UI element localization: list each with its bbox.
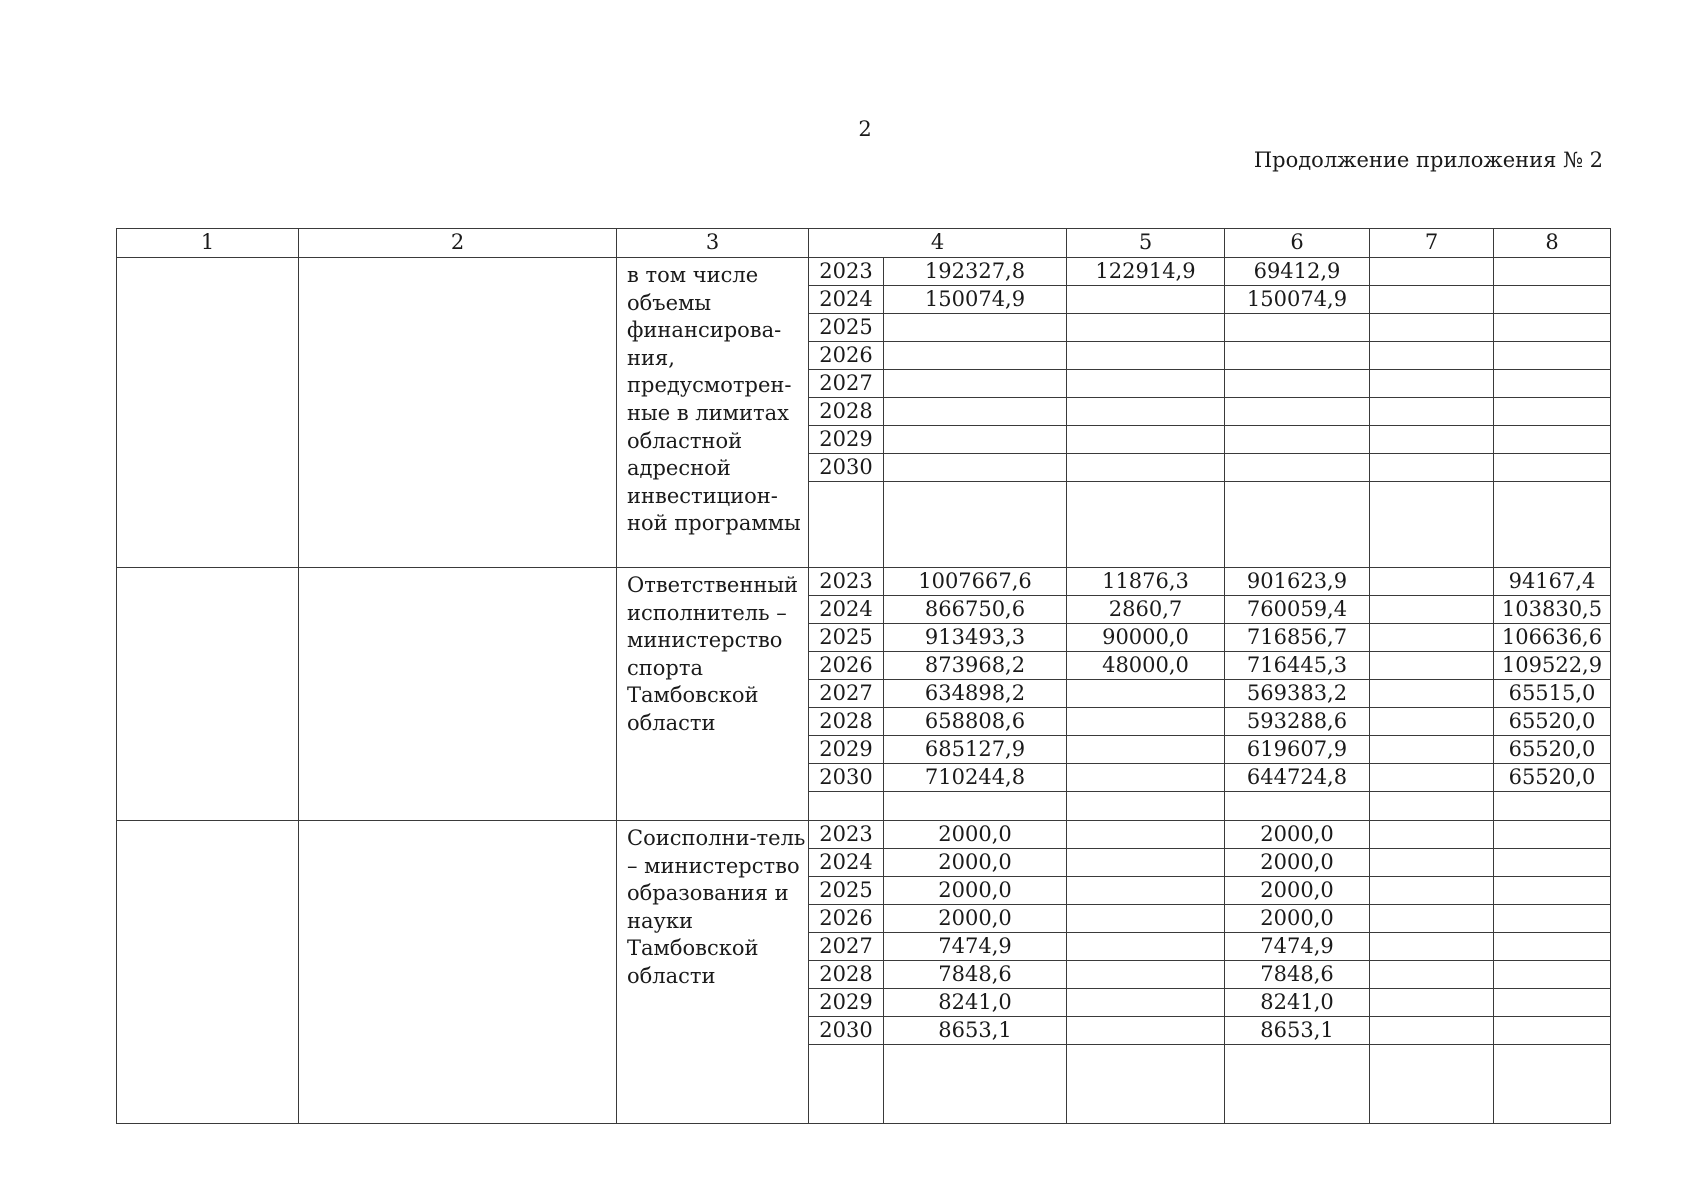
total-cell bbox=[884, 342, 1067, 370]
total-cell: 710244,8 bbox=[884, 764, 1067, 792]
regional-cell: 716856,7 bbox=[1225, 624, 1370, 652]
total-cell: 658808,6 bbox=[884, 708, 1067, 736]
federal-cell bbox=[1067, 454, 1225, 482]
year-cell: 2027 bbox=[809, 370, 884, 398]
spacer-cell bbox=[1225, 1045, 1370, 1124]
spacer-cell bbox=[1494, 482, 1611, 568]
federal-cell: 90000,0 bbox=[1067, 624, 1225, 652]
local-cell bbox=[1370, 849, 1494, 877]
extra-cell bbox=[1494, 286, 1611, 314]
extra-cell bbox=[1494, 1017, 1611, 1045]
spacer-cell bbox=[1225, 482, 1370, 568]
regional-cell: 69412,9 bbox=[1225, 258, 1370, 286]
total-cell: 7474,9 bbox=[884, 933, 1067, 961]
total-cell bbox=[884, 398, 1067, 426]
extra-cell bbox=[1494, 342, 1611, 370]
federal-cell bbox=[1067, 821, 1225, 849]
regional-cell: 2000,0 bbox=[1225, 821, 1370, 849]
spacer-cell bbox=[1370, 482, 1494, 568]
local-cell bbox=[1370, 258, 1494, 286]
local-cell bbox=[1370, 933, 1494, 961]
federal-cell bbox=[1067, 989, 1225, 1017]
extra-cell: 65520,0 bbox=[1494, 736, 1611, 764]
extra-cell: 103830,5 bbox=[1494, 596, 1611, 624]
total-cell: 634898,2 bbox=[884, 680, 1067, 708]
local-cell bbox=[1370, 961, 1494, 989]
federal-cell bbox=[1067, 398, 1225, 426]
spacer-cell bbox=[884, 792, 1067, 821]
cell-col2-blank bbox=[299, 258, 617, 568]
local-cell bbox=[1370, 989, 1494, 1017]
federal-cell: 2860,7 bbox=[1067, 596, 1225, 624]
federal-cell bbox=[1067, 849, 1225, 877]
header-cell-3: 3 bbox=[617, 229, 809, 258]
federal-cell bbox=[1067, 1017, 1225, 1045]
regional-cell: 7848,6 bbox=[1225, 961, 1370, 989]
year-cell: 2026 bbox=[809, 905, 884, 933]
spacer-cell bbox=[1225, 792, 1370, 821]
extra-cell bbox=[1494, 849, 1611, 877]
regional-cell bbox=[1225, 426, 1370, 454]
federal-cell bbox=[1067, 342, 1225, 370]
header-cell-1: 1 bbox=[117, 229, 299, 258]
regional-cell: 8653,1 bbox=[1225, 1017, 1370, 1045]
year-cell: 2029 bbox=[809, 989, 884, 1017]
extra-cell bbox=[1494, 454, 1611, 482]
extra-cell: 65520,0 bbox=[1494, 764, 1611, 792]
year-cell: 2027 bbox=[809, 680, 884, 708]
spacer-cell bbox=[1494, 1045, 1611, 1124]
extra-cell bbox=[1494, 314, 1611, 342]
local-cell bbox=[1370, 877, 1494, 905]
year-cell: 2025 bbox=[809, 877, 884, 905]
header-cell-8: 8 bbox=[1494, 229, 1611, 258]
local-cell bbox=[1370, 568, 1494, 596]
year-cell: 2029 bbox=[809, 426, 884, 454]
regional-cell bbox=[1225, 314, 1370, 342]
extra-cell: 106636,6 bbox=[1494, 624, 1611, 652]
regional-cell: 7474,9 bbox=[1225, 933, 1370, 961]
extra-cell bbox=[1494, 961, 1611, 989]
federal-cell: 122914,9 bbox=[1067, 258, 1225, 286]
total-cell: 192327,8 bbox=[884, 258, 1067, 286]
local-cell bbox=[1370, 342, 1494, 370]
local-cell bbox=[1370, 1017, 1494, 1045]
year-cell: 2030 bbox=[809, 1017, 884, 1045]
cell-col1-blank bbox=[117, 568, 299, 821]
cell-col1-blank bbox=[117, 821, 299, 1124]
group-description: Ответственный исполнитель – министерство спорта Тамбовской области bbox=[617, 568, 809, 821]
local-cell bbox=[1370, 454, 1494, 482]
extra-cell bbox=[1494, 426, 1611, 454]
total-cell bbox=[884, 426, 1067, 454]
local-cell bbox=[1370, 286, 1494, 314]
total-cell: 150074,9 bbox=[884, 286, 1067, 314]
spacer-cell bbox=[1067, 792, 1225, 821]
year-cell: 2029 bbox=[809, 736, 884, 764]
cell-col2-blank bbox=[299, 821, 617, 1124]
spacer-cell bbox=[809, 482, 884, 568]
header-row bbox=[117, 229, 1611, 258]
extra-cell bbox=[1494, 877, 1611, 905]
local-cell bbox=[1370, 821, 1494, 849]
total-cell bbox=[884, 454, 1067, 482]
continuation-label: Продолжение приложения № 2 bbox=[1253, 148, 1603, 172]
spacer-cell bbox=[809, 792, 884, 821]
table-row bbox=[117, 258, 1611, 286]
extra-cell bbox=[1494, 258, 1611, 286]
year-cell: 2028 bbox=[809, 398, 884, 426]
year-cell: 2030 bbox=[809, 454, 884, 482]
regional-cell bbox=[1225, 370, 1370, 398]
header-cell-2: 2 bbox=[299, 229, 617, 258]
regional-cell: 644724,8 bbox=[1225, 764, 1370, 792]
extra-cell bbox=[1494, 933, 1611, 961]
total-cell: 2000,0 bbox=[884, 821, 1067, 849]
spacer-cell bbox=[1494, 792, 1611, 821]
federal-cell bbox=[1067, 314, 1225, 342]
regional-cell: 150074,9 bbox=[1225, 286, 1370, 314]
federal-cell bbox=[1067, 286, 1225, 314]
table-row bbox=[117, 568, 1611, 596]
federal-cell bbox=[1067, 680, 1225, 708]
header-cell-6: 6 bbox=[1225, 229, 1370, 258]
federal-cell bbox=[1067, 933, 1225, 961]
year-cell: 2023 bbox=[809, 821, 884, 849]
local-cell bbox=[1370, 680, 1494, 708]
regional-cell: 593288,6 bbox=[1225, 708, 1370, 736]
spacer-cell bbox=[809, 1045, 884, 1124]
federal-cell bbox=[1067, 370, 1225, 398]
local-cell bbox=[1370, 596, 1494, 624]
regional-cell: 2000,0 bbox=[1225, 877, 1370, 905]
regional-cell: 760059,4 bbox=[1225, 596, 1370, 624]
group-description: в том числе объемы финансирова-ния, предусмотрен-ные в лимитах областной адресной инвестицион-ной программы bbox=[617, 258, 809, 568]
federal-cell bbox=[1067, 426, 1225, 454]
spacer-cell bbox=[1067, 482, 1225, 568]
regional-cell: 569383,2 bbox=[1225, 680, 1370, 708]
regional-cell bbox=[1225, 398, 1370, 426]
federal-cell bbox=[1067, 905, 1225, 933]
extra-cell bbox=[1494, 398, 1611, 426]
regional-cell: 2000,0 bbox=[1225, 849, 1370, 877]
total-cell: 8241,0 bbox=[884, 989, 1067, 1017]
local-cell bbox=[1370, 624, 1494, 652]
local-cell bbox=[1370, 314, 1494, 342]
federal-cell: 11876,3 bbox=[1067, 568, 1225, 596]
extra-cell: 94167,4 bbox=[1494, 568, 1611, 596]
federal-cell bbox=[1067, 708, 1225, 736]
total-cell bbox=[884, 314, 1067, 342]
year-cell: 2028 bbox=[809, 708, 884, 736]
local-cell bbox=[1370, 398, 1494, 426]
extra-cell bbox=[1494, 821, 1611, 849]
table-body bbox=[117, 229, 1611, 1124]
extra-cell bbox=[1494, 905, 1611, 933]
regional-cell: 2000,0 bbox=[1225, 905, 1370, 933]
regional-cell: 716445,3 bbox=[1225, 652, 1370, 680]
local-cell bbox=[1370, 370, 1494, 398]
cell-col1-blank bbox=[117, 258, 299, 568]
total-cell: 2000,0 bbox=[884, 877, 1067, 905]
total-cell: 873968,2 bbox=[884, 652, 1067, 680]
total-cell: 2000,0 bbox=[884, 849, 1067, 877]
financing-table bbox=[116, 228, 1611, 1124]
federal-cell bbox=[1067, 736, 1225, 764]
year-cell: 2023 bbox=[809, 568, 884, 596]
federal-cell bbox=[1067, 961, 1225, 989]
local-cell bbox=[1370, 652, 1494, 680]
year-cell: 2027 bbox=[809, 933, 884, 961]
regional-cell: 8241,0 bbox=[1225, 989, 1370, 1017]
spacer-cell bbox=[884, 1045, 1067, 1124]
extra-cell bbox=[1494, 989, 1611, 1017]
year-cell: 2025 bbox=[809, 624, 884, 652]
year-cell: 2024 bbox=[809, 849, 884, 877]
year-cell: 2025 bbox=[809, 314, 884, 342]
total-cell: 913493,3 bbox=[884, 624, 1067, 652]
year-cell: 2026 bbox=[809, 342, 884, 370]
year-cell: 2030 bbox=[809, 764, 884, 792]
local-cell bbox=[1370, 426, 1494, 454]
year-cell: 2026 bbox=[809, 652, 884, 680]
year-cell: 2028 bbox=[809, 961, 884, 989]
group-description: Соисполни-тель – министерство образования и науки Тамбовской области bbox=[617, 821, 809, 1124]
extra-cell: 109522,9 bbox=[1494, 652, 1611, 680]
spacer-cell bbox=[884, 482, 1067, 568]
federal-cell bbox=[1067, 877, 1225, 905]
federal-cell bbox=[1067, 764, 1225, 792]
year-cell: 2024 bbox=[809, 596, 884, 624]
year-cell: 2023 bbox=[809, 258, 884, 286]
spacer-cell bbox=[1370, 1045, 1494, 1124]
spacer-cell bbox=[1067, 1045, 1225, 1124]
extra-cell: 65515,0 bbox=[1494, 680, 1611, 708]
local-cell bbox=[1370, 905, 1494, 933]
local-cell bbox=[1370, 708, 1494, 736]
federal-cell: 48000,0 bbox=[1067, 652, 1225, 680]
regional-cell: 619607,9 bbox=[1225, 736, 1370, 764]
spacer-cell bbox=[1370, 792, 1494, 821]
header-cell-4: 4 bbox=[809, 229, 1067, 258]
total-cell: 8653,1 bbox=[884, 1017, 1067, 1045]
extra-cell bbox=[1494, 370, 1611, 398]
header-cell-7: 7 bbox=[1370, 229, 1494, 258]
header-cell-5: 5 bbox=[1067, 229, 1225, 258]
cell-col2-blank bbox=[299, 568, 617, 821]
table-row bbox=[117, 821, 1611, 849]
total-cell bbox=[884, 370, 1067, 398]
regional-cell: 901623,9 bbox=[1225, 568, 1370, 596]
page-number: 2 bbox=[858, 117, 872, 141]
regional-cell bbox=[1225, 342, 1370, 370]
total-cell: 1007667,6 bbox=[884, 568, 1067, 596]
total-cell: 7848,6 bbox=[884, 961, 1067, 989]
total-cell: 685127,9 bbox=[884, 736, 1067, 764]
total-cell: 2000,0 bbox=[884, 905, 1067, 933]
local-cell bbox=[1370, 736, 1494, 764]
regional-cell bbox=[1225, 454, 1370, 482]
total-cell: 866750,6 bbox=[884, 596, 1067, 624]
extra-cell: 65520,0 bbox=[1494, 708, 1611, 736]
local-cell bbox=[1370, 764, 1494, 792]
year-cell: 2024 bbox=[809, 286, 884, 314]
